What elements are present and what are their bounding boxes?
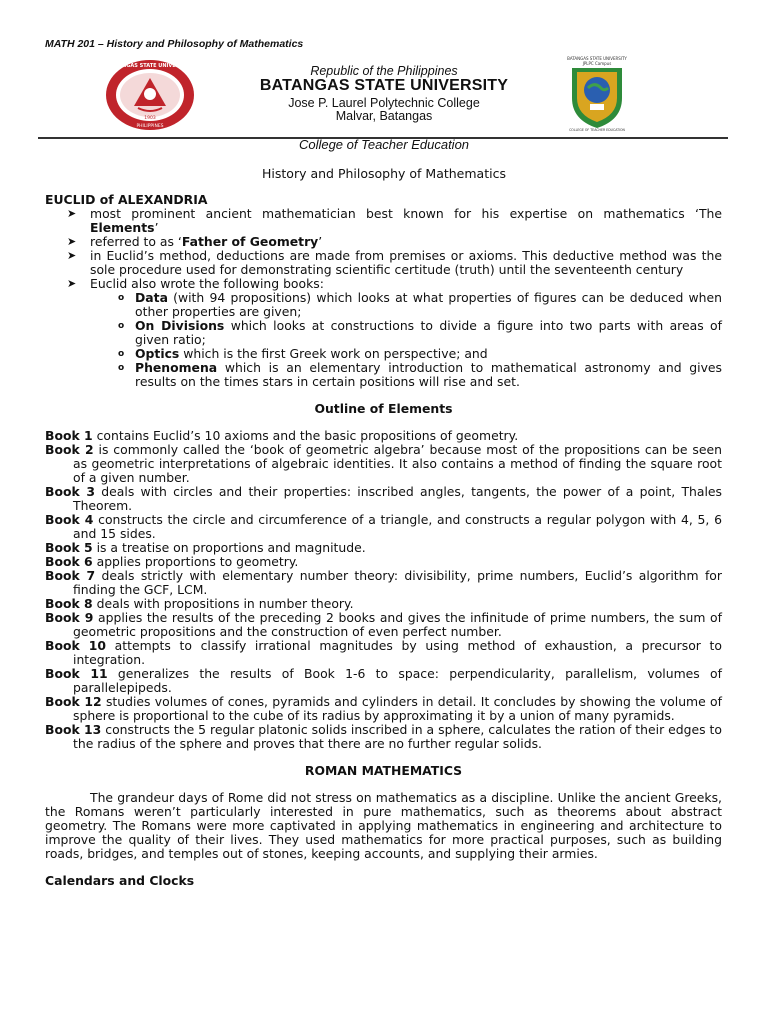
list-item: ➤ Euclid also wrote the following books: o Data (with 94 propositions) which looks at what properties of figures can be deduced when other properties are given; o On Divisions which looks at constructions to divide a figure into two parts with areas of given ratio; o Optics which is the first Greek work on perspective; and o Phenomena which is an elementary introduction to mathematical astronomy and gives results on the times stars in certain positions will rise and set. [67, 276, 723, 389]
table-row: Book 4 constructs the circle and circumference of a triangle, and constructs a regular polygon with 4, 5, 6 and 15 sides. [45, 512, 722, 541]
table-row: Book 2 is commonly called the ‘book of geometric algebra’ because most of the propositions can be seen as geometric interpretations of algebraic identities. It also contains a method of finding the square root of a given number. [45, 442, 722, 485]
university-name: BATANGAS STATE UNIVERSITY [259, 77, 509, 94]
table-row: Book 13 constructs the 5 regular platonic solids inscribed in a sphere, calculates the ration of their edges to the radius of the sphere and proves that there are no further regular solids. [45, 722, 722, 751]
right-seal-sub: JPLPC Campus [582, 61, 612, 66]
outline-heading: Outline of Elements [314, 401, 453, 416]
left-seal-title: BATANGAS STATE UNIVERSITY [107, 63, 193, 69]
circle-bullet-icon: o [118, 321, 125, 331]
table-row: Book 7 deals strictly with elementary number theory: divisibility, prime numbers, Euclid’s algorithm for finding the GCF, LCM. [45, 568, 722, 597]
campus-location: Malvar, Batangas [335, 109, 433, 123]
course-header: MATH 201 – History and Philosophy of Mathematics [45, 38, 304, 50]
arrowhead-bullet-icon: ➤ [67, 277, 77, 290]
table-row: Book 12 studies volumes of cones, pyramids and cylinders in detail. It concludes by showing the volume of sphere is proportional to the cube of its radius by approximating it by a union of many pyramids. [45, 694, 722, 723]
college-of-teacher-education-seal [566, 54, 628, 132]
table-row: Book 9 applies the results of the preceding 2 books and gives the infinitude of prime numbers, the sum of geometric propositions and the construction of even perfect number. [45, 610, 722, 639]
table-row: Book 8 deals with propositions in number theory. [45, 596, 354, 611]
arrowhead-bullet-icon: ➤ [67, 207, 77, 220]
arrowhead-bullet-icon: ➤ [67, 249, 77, 262]
circle-bullet-icon: o [118, 349, 125, 359]
list-item: ➤ in Euclid’s method, deductions are made from premises or axioms. This deductive method was the sole procedure used for demonstrating scientific certitude (truth) until the seventeenth century [67, 248, 722, 277]
left-seal-year: 1903 [144, 116, 156, 121]
outline-list [45, 429, 722, 751]
list-item: ➤ most prominent ancient mathematician best known for his expertise on mathematics ‘The Elements’ [67, 206, 722, 235]
list-item: o On Divisions which looks at constructions to divide a figure into two parts with areas of given ratio; [118, 318, 723, 347]
list-item: o Optics which is the first Greek work on perspective; and [118, 346, 488, 361]
table-row: Book 1 contains Euclid’s 10 axioms and the basic propositions of geometry. [45, 428, 519, 443]
euclid-heading: EUCLID of ALEXANDRIA [45, 192, 208, 207]
list-item: o Phenomena which is an elementary introduction to mathematical astronomy and gives results on the times stars in certain positions will rise and set. [118, 360, 722, 389]
roman-heading: ROMAN MATHEMATICS [304, 763, 463, 778]
roman-paragraph: The grandeur days of Rome did not stress on mathematics as a discipline. Unlike the ancient Greeks, the Romans weren’t particularly interested in pure mathematics, such as theorems about abstract geometry. The Romans were more captivated in applying mathematics in engineering and architecture to improve the quality of their lives. They used mathematics for more practical purposes, such as building roads, bridges, and temples out of stones, keeping accounts, and supplying their armies. [45, 790, 722, 861]
republic-line: Republic of the Philippines [310, 64, 458, 78]
right-seal-top: BATANGAS STATE UNIVERSITY [567, 56, 627, 61]
list-item: ➤ referred to as ‘Father of Geometry’ [67, 234, 323, 249]
right-seal-bottom: COLLEGE OF TEACHER EDUCATION [569, 128, 625, 132]
table-row: Book 3 deals with circles and their properties: inscribed angles, tangents, the power of a point, Thales Theorem. [45, 484, 722, 513]
arrowhead-bullet-icon: ➤ [67, 235, 77, 248]
euclid-books-list [90, 291, 722, 389]
list-item: o Data (with 94 propositions) which looks at what properties of figures can be deduced when other properties are given; [118, 290, 722, 319]
subject-title: History and Philosophy of Mathematics [262, 166, 506, 181]
circle-bullet-icon: o [118, 363, 125, 373]
department-title: College of Teacher Education [298, 137, 470, 152]
table-row: Book 11 generalizes the results of Book 1-6 to space: perpendicularity, parallelism, volumes of parallelepipeds. [45, 666, 722, 695]
table-row: Book 5 is a treatise on proportions and magnitude. [45, 540, 366, 555]
calendars-heading: Calendars and Clocks [45, 873, 195, 888]
table-row: Book 6 applies proportions to geometry. [45, 554, 299, 569]
circle-bullet-icon: o [118, 293, 125, 303]
euclid-bullets [45, 207, 722, 389]
left-seal-bottom: PHILIPPINES [136, 124, 164, 129]
campus-name: Jose P. Laurel Polytechnic College [288, 96, 480, 110]
document-body [45, 193, 722, 900]
table-row: Book 10 attempts to classify irrational magnitudes by using method of exhaustion, a precursor to integration. [45, 638, 722, 667]
